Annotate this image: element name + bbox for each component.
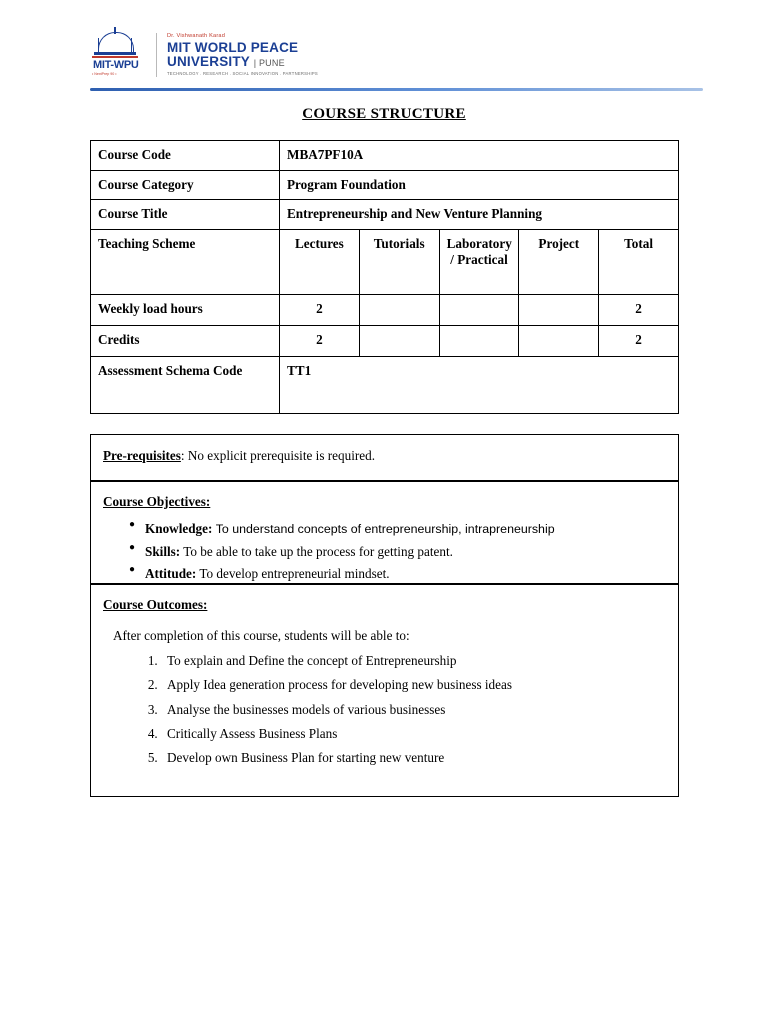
logo-text-block [165,34,318,76]
list-item [145,519,666,539]
logo-university-city: | PUNE [253,58,285,69]
course-objectives-list [103,519,666,583]
column-header-laboratory-practical: Laboratory / Practical [439,229,519,294]
objective-term: Knowledge: [145,521,213,537]
course-code-label: Course Code [91,141,280,171]
objective-text: To be able to take up the process for getting patent. [183,544,453,560]
logo-university-word: UNIVERSITY [167,54,250,70]
dome-lines-icon [98,38,132,52]
objective-text: To understand concepts of entrepreneurship, intrapreneurship [215,522,555,537]
university-logo [90,30,703,80]
prerequisites-label: Pre-requisites [103,448,181,463]
course-category-label: Course Category [91,170,280,200]
emblem-base-bar-red [92,56,138,58]
credits-tutorials [359,325,439,356]
weekly-load-tutorials [359,294,439,325]
list-item: 4. Critically Assess Business Plans [161,724,666,743]
course-structure-table [90,140,679,414]
prerequisites-block [90,434,679,481]
logo-mark-text: MIT-WPU [93,59,139,71]
list-item: 5. Develop own Business Plan for starting new venture [161,748,666,767]
course-outcomes-list [103,651,666,767]
course-title-value: Entrepreneurship and New Venture Planning [280,200,679,230]
table-row [91,356,679,413]
document-header [90,30,703,88]
credits-total: 2 [599,325,679,356]
credits-laboratory [439,325,519,356]
column-header-lectures: Lectures [280,229,360,294]
prerequisites-separator: : [180,448,188,463]
objective-term: Attitude: [145,566,197,582]
logo-university-line2 [167,55,318,70]
table-row [91,141,679,171]
credits-label: Credits [91,325,280,356]
list-item: 1. To explain and Define the concept of Entrepreneurship [161,651,666,670]
assessment-schema-code-label: Assessment Schema Code [91,356,280,413]
credits-lectures: 2 [280,325,360,356]
weekly-load-total: 2 [599,294,679,325]
table-row [91,325,679,356]
teaching-scheme-label: Teaching Scheme [91,229,280,294]
course-objectives-heading: Course Objectives: [103,494,211,509]
column-header-tutorials: Tutorials [359,229,439,294]
logo-tagline: TECHNOLOGY . RESEARCH . SOCIAL INNOVATION . PARTNERSHIPS [167,70,318,76]
weekly-load-project [519,294,599,325]
objective-text: To develop entrepreneurial mindset. [199,566,390,582]
course-outcomes-block [90,584,679,797]
logo-founder-line: Dr. Vishwanath Karad [167,32,226,39]
weekly-load-laboratory [439,294,519,325]
course-outcomes-intro: After completion of this course, students will be able to: [113,628,410,644]
logo-divider [156,33,157,77]
list-item [145,542,666,561]
mit-wpu-emblem-icon [90,30,148,80]
page-title: COURSE STRUCTURE [302,106,466,122]
course-code-value: MBA7PF10A [280,141,679,171]
course-title-label: Course Title [91,200,280,230]
header-divider-rule [90,88,703,91]
prerequisites-text: No explicit prerequisite is required. [187,448,375,463]
list-item: 2. Apply Idea generation process for developing new business ideas [161,675,666,694]
weekly-load-lectures: 2 [280,294,360,325]
emblem-base-bar [94,52,136,55]
table-row [91,170,679,200]
table-row [91,294,679,325]
list-item [145,564,666,583]
course-category-value: Program Foundation [280,170,679,200]
table-row [91,200,679,230]
assessment-schema-code-value: TT1 [280,356,679,413]
table-row [91,229,679,294]
column-header-project: Project [519,229,599,294]
column-header-total: Total [599,229,679,294]
logo-mark-subtext: • NextPrep 90 • [92,72,117,76]
course-outcomes-heading: Course Outcomes: [103,597,208,612]
logo-university-line1: MIT WORLD PEACE [167,39,299,55]
objective-term: Skills: [145,544,181,560]
course-objectives-block [90,481,679,584]
weekly-load-hours-label: Weekly load hours [91,294,280,325]
list-item: 3. Analyse the businesses models of various businesses [161,700,666,719]
credits-project [519,325,599,356]
